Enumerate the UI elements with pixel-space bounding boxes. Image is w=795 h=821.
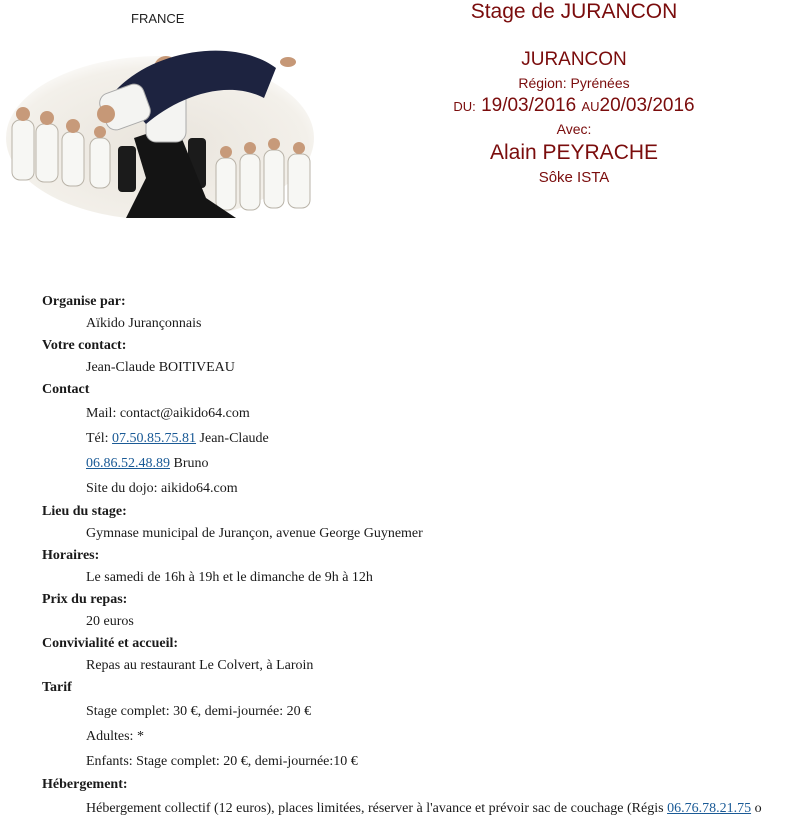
avec-label: Avec: [556, 121, 592, 137]
hebergement-text: Hébergement collectif (12 euros), places limitées, réserver à l'avance et prévoir sac de couchage (Régis [86, 801, 664, 816]
contact-site: Site du dojo: aikido64.com [86, 481, 238, 496]
tel-prefix: Tél: [86, 431, 109, 446]
contact-person-label: Votre contact: [42, 338, 127, 353]
lieu-value: Gymnase municipal de Jurançon, avenue George Guynemer [86, 526, 423, 541]
contact-mail: Mail: contact@aikido64.com [86, 406, 250, 421]
repas-value: 20 euros [86, 614, 134, 629]
contact-person-value: Jean-Claude BOITIVEAU [86, 360, 235, 375]
contact-label: Contact [42, 382, 90, 397]
horaires-value: Le samedi de 16h à 19h et le dimanche de 9h à 12h [86, 570, 373, 585]
tarif-label: Tarif [42, 680, 72, 695]
horaires-label: Horaires: [42, 548, 100, 563]
tarif-line-3: Enfants: Stage complet: 20 €, demi-journée:10 € [86, 754, 358, 769]
start-date: 19/03/2016 [481, 95, 577, 116]
contact-tel-2 [42, 451, 795, 476]
convivialite-label: Convivialité et accueil: [42, 636, 179, 651]
hebergement-tail: o [754, 801, 762, 816]
country-label: FRANCE [131, 11, 185, 26]
teacher-name: Alain PEYRACHE [489, 141, 659, 164]
aikido-photo [6, 28, 314, 218]
phone-link-bruno[interactable]: 06.86.52.48.89 [86, 456, 170, 471]
end-date: 20/03/2016 [599, 95, 695, 116]
organise-label: Organise par: [42, 294, 126, 309]
event-region: Région: Pyrénées [518, 75, 630, 91]
tel2-name: Bruno [173, 456, 209, 471]
event-header [400, 0, 748, 188]
du-label: DU: [453, 99, 476, 114]
contact-tel-1 [42, 426, 795, 451]
tel1-name: Jean-Claude [199, 431, 269, 446]
phone-link-jean-claude[interactable]: 07.50.85.75.81 [112, 431, 197, 446]
event-title: Stage de JURANCON [470, 0, 678, 23]
au-label: AU [581, 99, 600, 114]
teacher-grade: Sôke ISTA [538, 169, 610, 186]
hebergement-label: Hébergement: [42, 777, 128, 792]
event-city: JURANCON [521, 49, 627, 70]
phone-link-regis[interactable]: 06.76.78.21.75 [667, 801, 752, 816]
tarif-line-2: Adultes: * [86, 729, 144, 744]
convivialite-value: Repas au restaurant Le Colvert, à Laroin [86, 658, 314, 673]
event-details [42, 291, 795, 821]
hebergement-value [42, 796, 795, 821]
repas-label: Prix du repas: [42, 592, 128, 607]
organise-value: Aïkido Jurançonnais [86, 316, 202, 331]
event-dates [400, 95, 748, 118]
lieu-label: Lieu du stage: [42, 504, 127, 519]
tarif-line-1: Stage complet: 30 €, demi-journée: 20 € [86, 704, 312, 719]
